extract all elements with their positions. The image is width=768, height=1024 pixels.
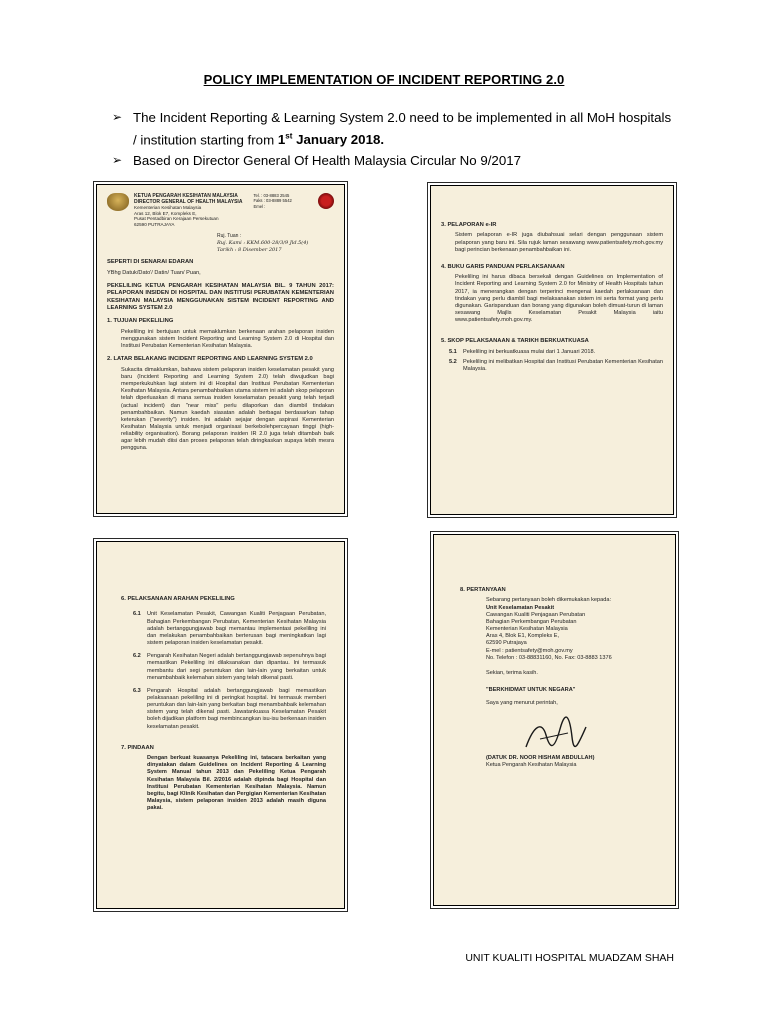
bullet-list xyxy=(112,108,672,172)
footer-unit-name: UNIT KUALITI HOSPITAL MUADZAM SHAH xyxy=(465,952,674,964)
contact-address: Cawangan Kualiti Penjagaan Perubatan Bahagian Perkembangan Perubatan Kementerian Kesihatan Malaysia Aras 4, Blok E1, Kompleks E, 62590 Putrajaya xyxy=(486,611,586,647)
section-text: 6.2 Pengarah Kesihatan Negeri adalah bertanggungjawab sepenuhnya bagi memastikan Pekeliling ini dilaksanakan dan dipantau. Ini termasuk membantu dari segi peruntukan dan lain-lain yang berkaitan untuk menambahbaik kelemahan sistem yang telah dikenal pasti. xyxy=(133,653,326,681)
section-text: Sebarang pertanyaan boleh dikemukakan kepada: xyxy=(486,597,612,604)
arrow-bullet-icon: ➢ xyxy=(112,153,123,168)
greeting: YBhg Datuk/Dato'/ Datin/ Tuan/ Puan, xyxy=(107,269,201,276)
section-heading: 1. TUJUAN PEKELILING xyxy=(107,318,174,325)
reference-block: Ruj. Tuan : Ruj. Kami : KKM.600-28/3/9 Jld.5(4) Tarikh : 8 Disember 2017 xyxy=(217,233,309,253)
section-heading: 5. SKOP PELAKSANAAN & TARIKH BERKUATKUASA xyxy=(441,338,589,345)
signer-name: (DATUK DR. NOOR HISHAM ABDULLAH) xyxy=(486,755,595,762)
section-text: Sukacita dimaklumkan, bahawa sistem pelaporan insiden keselamatan pesakit yang baru (Incident Reporting and Learning System 2.0) telah diwujudkan bagi memperkukuhkan lagi sistem ini di Hospital dan Institusi Perubatan Kementerian Kesihatan Malaysia. Antara penambahbaikan utama sistem ini adalah skop pelaporan telah diperluaskan di mana semua insiden keselamatan pesakit yang telah terjadi (actual incident) dan "near miss" perlu dilaporkan dan diambil tindakan penambahbaikan. Namun kaedah siasatan adalah berbagai berdasarkan tahap keterukan ("severity") insiden. Ini adalah sejajar dengan aspirasi Kementerian Kesihatan Malaysia untuk menjadi organisasi berkebolehpercayaan tinggi (high-reliability organisation). Borang pelaporan insiden IR 2.0 juga telah ditambah baik agar lebih mudah diisi dan proses pelaporan telah diringkaskan supaya lebih mesra pengguna. xyxy=(121,366,334,452)
scanned-page-1 xyxy=(96,184,345,514)
section-text: Sistem pelaporan e-IR juga diubahsuai selari dengan penggunaan sistem pelaporan yang baru ini. Sila rujuk laman sesawang www.patientsafety.moh.gov.my bagi perincian berkenaan penambahbaikan ini. xyxy=(455,232,663,253)
org-address: Kementerian Kesihatan Malaysia Aras 12, Blok E7, Kompleks E, Pusat Pentadbiran Kerajaan Persekutuan 62590 PUTRAJAYA xyxy=(134,205,219,227)
scanned-page-4 xyxy=(433,534,676,906)
recipient: SEPERTI DI SENARAI EDARAN xyxy=(107,259,194,266)
letterhead xyxy=(107,193,334,227)
section-text: Dengan berkuat kuasanya Pekeliling ini, tatacara berkaitan yang dinyatakan dalam Guidelines on Incident Reporting & Learning System Manual tahun 2013 dan Pekeliling Ketua Pengarah Kesihatan Malaysia Bil. 2/2016 adalah dipinda bagi Hospital dan Institusi Perubatan Kementerian Kesihatan Malaysia. Namun begitu, bagi Klinik Kesihatan dan Pergigian Kementerian Kesihatan Malaysia, sistem pelaporan insiden 2013 adalah masih diguna pakai. xyxy=(147,755,326,812)
bullet-text: Based on Director General Of Health Malaysia Circular No 9/2017 xyxy=(133,153,522,169)
bullet-item xyxy=(112,151,672,170)
section-heading: 7. PINDAAN xyxy=(121,744,154,751)
bullet-item xyxy=(112,108,672,149)
subject: PEKELILING KETUA PENGARAH KESIHATAN MALAYSIA BIL. 9 TAHUN 2017: PELAPORAN INSIDEN DI HOSPITAL DAN INSTITUSI PERUBATAN KEMENTERIAN KESIHATAN MALAYSIA MENGGUNAKAN SISTEM INCIDENT REPORTING AND LEARNING SYSTEM 2.0 xyxy=(107,282,334,312)
closing: Sekian, terima kasih. xyxy=(486,669,538,676)
org-contact: Tel. : 03-8883 2545 Faks : 03-8889 5542 Emel : xyxy=(253,193,292,209)
contact-phone: No. Telefon : 03-88831160, No. Fax: 03-8883 1376 xyxy=(486,654,612,661)
scanned-page-3 xyxy=(96,541,345,909)
section-heading: 2. LATAR BELAKANG INCIDENT REPORTING AND LEARNING SYSTEM 2.0 xyxy=(107,356,313,363)
handwritten-signature-icon xyxy=(520,715,590,755)
bullet-date: 1st January 2018. xyxy=(277,132,385,148)
arrow-bullet-icon: ➢ xyxy=(112,110,123,124)
org-name: KETUA PENGARAH KESIHATAN MALAYSIA xyxy=(134,193,238,199)
section-text: 5.2 Pekeliling ini melibatkan Hospital dan Institusi Perubatan Kementerian Kesihatan Malaysia. xyxy=(449,358,663,373)
motto: "BERKHIDMAT UNTUK NEGARA" xyxy=(486,686,576,693)
section-heading: 6. PELAKSANAAN ARAHAN PEKELILING xyxy=(121,596,235,602)
org-name-en: DIRECTOR GENERAL OF HEALTH MALAYSIA xyxy=(134,199,243,205)
contact-email: E-mel : patientsafety@moh.gov.my xyxy=(486,647,573,654)
bullet-text: The Incident Reporting & Learning System 2.0 need to be implemented in all MoH hospitals / institution starting from xyxy=(133,110,672,148)
contact-unit: Unit Keselamatan Pesakit xyxy=(486,604,555,611)
page-title: POLICY IMPLEMENTATION OF INCIDENT REPORTING 2.0 xyxy=(203,72,565,87)
section-heading: 8. PERTANYAAN xyxy=(460,587,506,593)
section-text: 5.1 Pekeliling ini berkuatkuasa mulai dari 1 Januari 2018. xyxy=(449,348,596,355)
section-text: 6.3 Pengarah Hospital adalah bertanggungjawab bagi memastikan pelaksanaan pekeliling ini di peringkat hospital. Ini termasuk memberi peruntukan dan lain-lain yang berkaitan bagi menambahbaik kelemahan sistem yang telah dikenal pasti. Jawatankuasa Keselamatan Pesakit boleh dijadikan platform bagi membincangkan isu-isu berkenaan insiden keselamatan pesakit. xyxy=(133,687,326,730)
section-text: Pekeliling ini harus dibaca bersekali dengan Guidelines on Implementation of Incident Reporting and Learning System 2.0 for Ministry of Health Hospitals tahun 2017, ia menerangkan dengan terperinci mengenai kaedah perlaksanaan dan tindakan yang perlu diambil bagi melaksanakan sistem ini serta format yang perlu digunakan. Garispanduan dan borang yang digunakan boleh dimuat-turun di laman sesawang Majlis Keselamatan Pesakit Malaysia iaitu www.patientsafety.moh.gov.my. xyxy=(455,274,663,324)
scanned-page-2 xyxy=(430,185,674,515)
moh-logo-icon xyxy=(318,193,334,209)
malaysia-crest-icon xyxy=(107,193,129,211)
section-text: Pekeliling ini bertujuan untuk memaklumkan berkenaan arahan pelaporan insiden menggunakan sistem Incident Reporting and Learning System 2.0 di Hospital dan Institusi Perubatan Kementerian Kesihatan Malaysia. xyxy=(121,328,334,350)
section-heading: 3. PELAPORAN e-IR xyxy=(441,222,497,228)
section-text: 6.1 Unit Keselamatan Pesakit, Cawangan Kualiti Penjagaan Perubatan, Bahagian Perkembangan Perubatan, Kementerian Kesihatan Malaysia adalah bertanggungjawab bagi memantau implementasi pekeliling ini dan melakukan penambahbaikan berterusan bagi meningkatkan lagi sistem pelaporan insiden keselamatan pesakit. xyxy=(133,611,326,647)
section-heading: 4. BUKU GARIS PANDUAN PERLAKSANAAN xyxy=(441,263,565,270)
signer-title: Ketua Pengarah Kesihatan Malaysia xyxy=(486,762,577,769)
closing-line: Saya yang menurut perintah, xyxy=(486,700,558,707)
signature xyxy=(460,715,657,755)
